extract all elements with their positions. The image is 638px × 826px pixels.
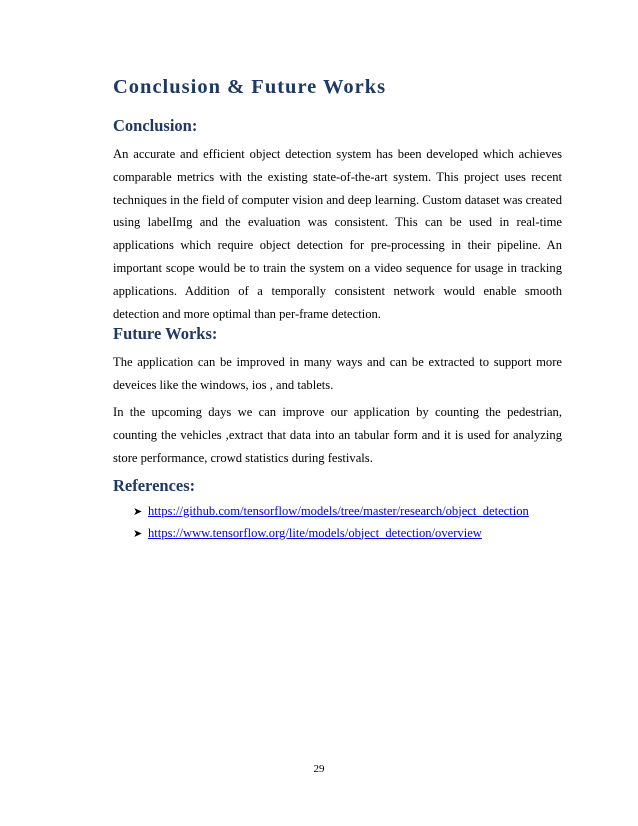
- arrow-bullet-icon: ➤: [133, 527, 143, 540]
- reference-link[interactable]: https://github.com/tensorflow/models/tree/master/research/object_detection: [148, 503, 529, 518]
- conclusion-heading: Conclusion:: [113, 116, 198, 135]
- references-heading: References:: [113, 476, 196, 495]
- future-works-paragraph-1: The application can be improved in many ways and can be extracted to support more deveices like the windows, ios , and tablets.: [113, 355, 562, 392]
- reference-link[interactable]: https://www.tensorflow.org/lite/models/object_detection/overview: [148, 525, 482, 540]
- conclusion-paragraph: An accurate and efficient object detection system has been developed which achieves comparable metrics with the existing state-of-the-art system. This project uses recent techniques in the field of computer vision and deep learning. Custom dataset was created using labelImg and the evaluation was consistent. This can be used in real-time applications which require object detection for pre-processing in their pipeline. An important scope would be to train the system on a video sequence for usage in tracking applications. Addition of a temporally consistent network would enable smooth detection and more optimal than per-frame detection.: [113, 147, 562, 321]
- page-number: 29: [313, 763, 325, 775]
- references-list: [133, 500, 529, 544]
- reference-item: [133, 500, 529, 522]
- reference-item: [133, 522, 529, 544]
- future-works-paragraph-2: In the upcoming days we can improve our application by counting the pedestrian, counting the vehicles ,extract that data into an tabular form and it is used for analyzing store performance, crowd statistics during festivals.: [113, 405, 562, 465]
- page-title: Conclusion & Future Works: [113, 76, 387, 98]
- arrow-bullet-icon: ➤: [133, 505, 143, 518]
- future-works-heading: Future Works:: [113, 324, 218, 343]
